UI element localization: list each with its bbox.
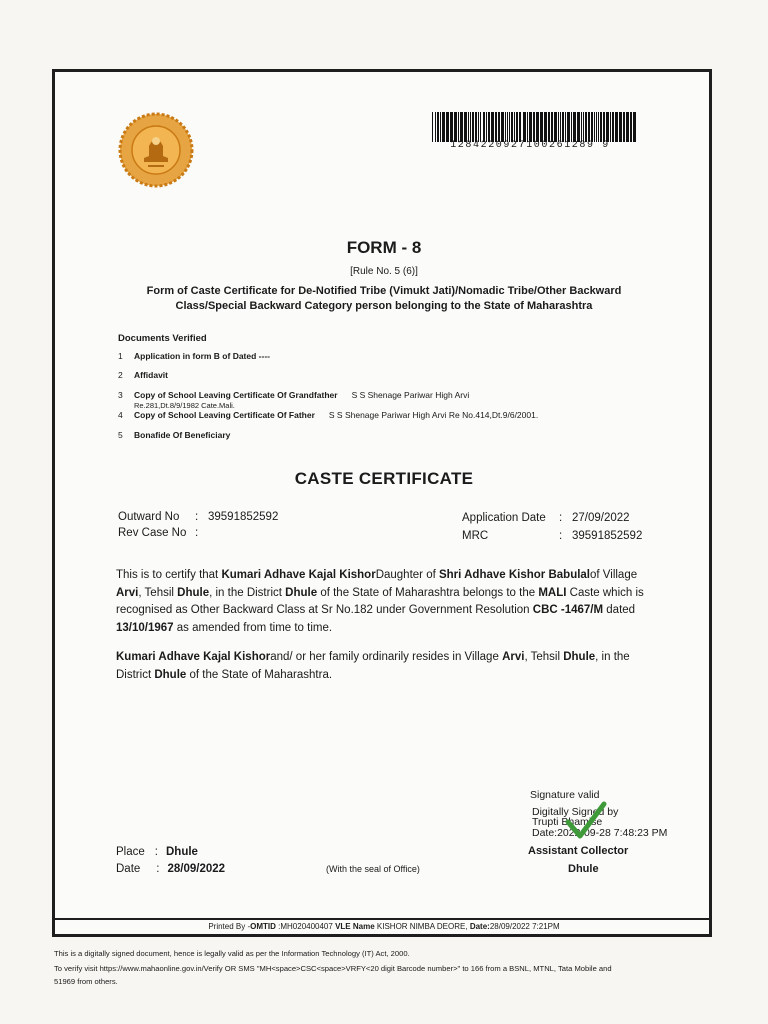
document-value: S S Shenage Pariwar High Arvi <box>351 390 470 400</box>
barcode-bar <box>567 112 570 142</box>
government-seal-icon <box>114 110 198 190</box>
document-number: 2 <box>118 370 123 380</box>
p2-text: , in the District <box>116 651 630 681</box>
barcode-bar <box>440 112 441 142</box>
barcode-bar <box>565 112 566 142</box>
outward-colon: : <box>195 511 199 523</box>
seal-note: (With the seal of Office) <box>326 864 420 874</box>
barcode-bar <box>583 112 584 142</box>
barcode-bar <box>596 112 597 142</box>
barcode-bar <box>633 112 636 142</box>
barcode-bar <box>533 112 535 142</box>
barcode-bar <box>560 112 561 142</box>
barcode-bar <box>577 112 580 142</box>
certification-paragraph <box>116 567 656 637</box>
barcode-bar <box>554 112 557 142</box>
p2-text: , Tehsil <box>524 651 564 663</box>
p1-text: Daughter of <box>375 569 439 581</box>
barcode-bar <box>626 112 629 142</box>
village-name: Arvi <box>502 651 525 663</box>
document-item <box>118 370 168 380</box>
p1-text: Caste which is recognised as Other Backward Class at Sr No.182 under Government Resolution <box>116 586 644 616</box>
barcode-bar <box>472 112 474 142</box>
verify-instructions-cont: 51969 from others. <box>54 977 118 986</box>
resolution-number: CBC -1467/M <box>532 604 604 616</box>
barcode-bar <box>516 112 518 142</box>
p1-text: as amended from time to time. <box>173 621 333 634</box>
barcode-bar <box>540 112 543 142</box>
barcode-bar <box>460 112 463 142</box>
barcode-bar <box>623 112 625 142</box>
barcode-bar <box>468 112 469 142</box>
barcode-bar <box>612 112 614 142</box>
barcode-bar <box>450 112 453 142</box>
document-item <box>118 430 230 440</box>
p1-text: , Tehsil <box>138 586 178 599</box>
signed-by-label: Digitally Signed by <box>532 806 619 818</box>
document-number: 1 <box>118 351 123 361</box>
barcode-bar <box>514 112 515 142</box>
barcode-bar <box>558 112 559 142</box>
printed-date-value: 28/09/2022 7:21PM <box>489 922 560 931</box>
document-text: Copy of School Leaving Certificate Of Father <box>134 410 315 420</box>
p1-text: of the State of Maharashtra belongs to the <box>317 586 539 599</box>
outward-no-value: 39591852592 <box>208 511 279 523</box>
barcode-bar <box>571 112 572 142</box>
barcode-bar <box>442 112 445 142</box>
signer-office: Dhule <box>568 863 599 875</box>
document-item <box>118 351 270 361</box>
date-label: Date <box>116 863 141 875</box>
place-row <box>116 846 198 858</box>
p1-text: dated <box>603 604 636 616</box>
barcode-bar <box>480 112 481 142</box>
barcode-bar <box>591 112 593 142</box>
verify-instructions: To verify visit https://www.mahaonline.gov.in/Verify OR SMS "MH<space>CSC<space>VRFY<20 digit Barcode number>" to 166 from a BSNL, MTNL, Tata Mobile and <box>54 964 612 973</box>
barcode-bar <box>486 112 487 142</box>
mrc-colon: : <box>559 530 563 542</box>
barcode-bar <box>464 112 467 142</box>
barcode-number: 1284220927100261289 9 <box>450 140 610 151</box>
printed-date-label: Date: <box>469 922 490 931</box>
legal-notice: This is a digitally signed document, hence is legally valid as per the Information Technology (IT) Act, 2000. <box>54 949 410 958</box>
document-text: Application in form B of Dated ---- <box>134 351 270 361</box>
barcode-bar <box>527 112 528 142</box>
printed-by-label: Printed By - <box>208 922 251 931</box>
outward-no-label: Outward No <box>118 511 180 523</box>
certificate-title: CASTE CERTIFICATE <box>294 469 474 488</box>
barcode-bar <box>551 112 553 142</box>
document-number: 3 <box>118 390 123 400</box>
tehsil-name: Dhule <box>563 651 596 663</box>
barcode-bar <box>498 112 500 142</box>
application-date-colon: : <box>559 512 563 524</box>
p2-text: and/ or her family ordinarily resides in Village <box>270 651 503 663</box>
rev-case-colon: : <box>195 527 199 539</box>
barcode-bar <box>588 112 590 142</box>
barcode-bar <box>544 112 547 142</box>
date-colon: : <box>156 863 160 875</box>
barcode-bar <box>619 112 622 142</box>
barcode <box>432 112 638 142</box>
form-description: Form of Caste Certificate for De-Notified Tribe (Vimukt Jati)/Nomadic Tribe/Other Backward Class/Special Backward Category person belonging to the State of Maharashtra <box>146 285 622 312</box>
barcode-bar <box>511 112 513 142</box>
barcode-bar <box>562 112 564 142</box>
document-item <box>118 390 469 400</box>
barcode-bar <box>606 112 609 142</box>
place-colon: : <box>154 846 158 858</box>
barcode-bar <box>501 112 504 142</box>
caste-name: MALI <box>538 586 567 599</box>
barcode-bar <box>529 112 532 142</box>
date-row <box>116 863 225 875</box>
tehsil-name: Dhule <box>177 586 210 599</box>
footer-divider <box>52 918 712 920</box>
document-number: 5 <box>118 430 123 440</box>
application-date-label: Application Date <box>462 512 546 524</box>
barcode-bar <box>519 112 521 142</box>
omtid-label: OMTID <box>250 922 276 931</box>
barcode-bar <box>458 112 459 142</box>
omtid-value: :MH020400407 <box>278 922 333 931</box>
barcode-bar <box>615 112 618 142</box>
p2-text: of the State of Maharashtra. <box>186 668 333 681</box>
signature-valid: Signature valid <box>530 789 600 801</box>
barcode-bar <box>630 112 632 142</box>
document-value: S S Shenage Pariwar High Arvi Re No.414,Dt.9/6/2001. <box>328 410 539 420</box>
barcode-bar <box>509 112 510 142</box>
form-title: FORM - 8 <box>346 238 422 257</box>
barcode-bar <box>505 112 506 142</box>
barcode-bar <box>437 112 439 142</box>
signature-date: Date:2022-09-28 7:48:23 PM <box>532 827 668 839</box>
barcode-bar <box>475 112 477 142</box>
rev-case-label: Rev Case No <box>118 527 187 539</box>
document-number: 4 <box>118 410 123 420</box>
barcode-bar <box>432 112 433 142</box>
document-subtext: Re.281,Dt.8/9/1982 Cate.Mali. <box>134 401 235 410</box>
barcode-bar <box>495 112 497 142</box>
printed-by-line: Printed By -OMTID :MH020400407 VLE Name KISHOR NIMBA DEORE, Date:28/09/2022 7:21PM <box>208 922 560 931</box>
p1-text: This is to certify that <box>116 569 222 581</box>
barcode-bar <box>603 112 605 142</box>
barcode-bar <box>594 112 595 142</box>
father-name: Shri Adhave Kishor Babulal <box>438 569 591 581</box>
date-value: 28/09/2022 <box>167 863 226 875</box>
residence-paragraph <box>116 649 656 684</box>
check-icon <box>564 800 608 842</box>
barcode-bar <box>488 112 490 142</box>
signer-name: Trupti Bhamise <box>532 816 603 828</box>
barcode-bar <box>523 112 526 142</box>
mrc-label: MRC <box>462 530 489 542</box>
barcode-bar <box>536 112 539 142</box>
signer-designation: Assistant Collector <box>528 845 629 857</box>
document-text: Affidavit <box>134 370 168 380</box>
barcode-bar <box>478 112 479 142</box>
district-name: Dhule <box>285 586 318 599</box>
barcode-bar <box>435 112 436 142</box>
p1-text: , in the District <box>209 586 286 599</box>
barcode-bar <box>573 112 576 142</box>
barcode-bar <box>585 112 587 142</box>
barcode-bar <box>600 112 602 142</box>
resolution-date: 13/10/1967 <box>116 621 174 634</box>
document-text: Bonafide Of Beneficiary <box>134 430 231 440</box>
village-name: Arvi <box>116 586 139 599</box>
barcode-bar <box>507 112 508 142</box>
barcode-bar <box>454 112 457 142</box>
beneficiary-name: Kumari Adhave Kajal Kishor <box>116 651 271 663</box>
beneficiary-name: Kumari Adhave Kajal Kishor <box>221 569 376 581</box>
application-date-value: 27/09/2022 <box>572 512 630 524</box>
barcode-bar <box>610 112 611 142</box>
document-item <box>118 410 538 420</box>
barcode-bar <box>483 112 485 142</box>
vle-value: KISHOR NIMBA DEORE <box>376 922 466 931</box>
vle-label: VLE Name <box>335 922 375 931</box>
barcode-bar <box>470 112 471 142</box>
mrc-value: 39591852592 <box>572 530 643 542</box>
barcode-bar <box>446 112 449 142</box>
district-name: Dhule <box>154 668 187 681</box>
documents-heading: Documents Verified <box>118 333 207 344</box>
p1-text: of Village <box>590 569 638 581</box>
rule-number: [Rule No. 5 (6)] <box>350 266 418 277</box>
document-text: Copy of School Leaving Certificate Of Grandfather <box>134 390 338 400</box>
barcode-bar <box>598 112 599 142</box>
barcode-bar <box>548 112 550 142</box>
barcode-bar <box>491 112 494 142</box>
place-label: Place <box>116 846 145 858</box>
place-value: Dhule <box>165 846 198 858</box>
barcode-bar <box>581 112 582 142</box>
